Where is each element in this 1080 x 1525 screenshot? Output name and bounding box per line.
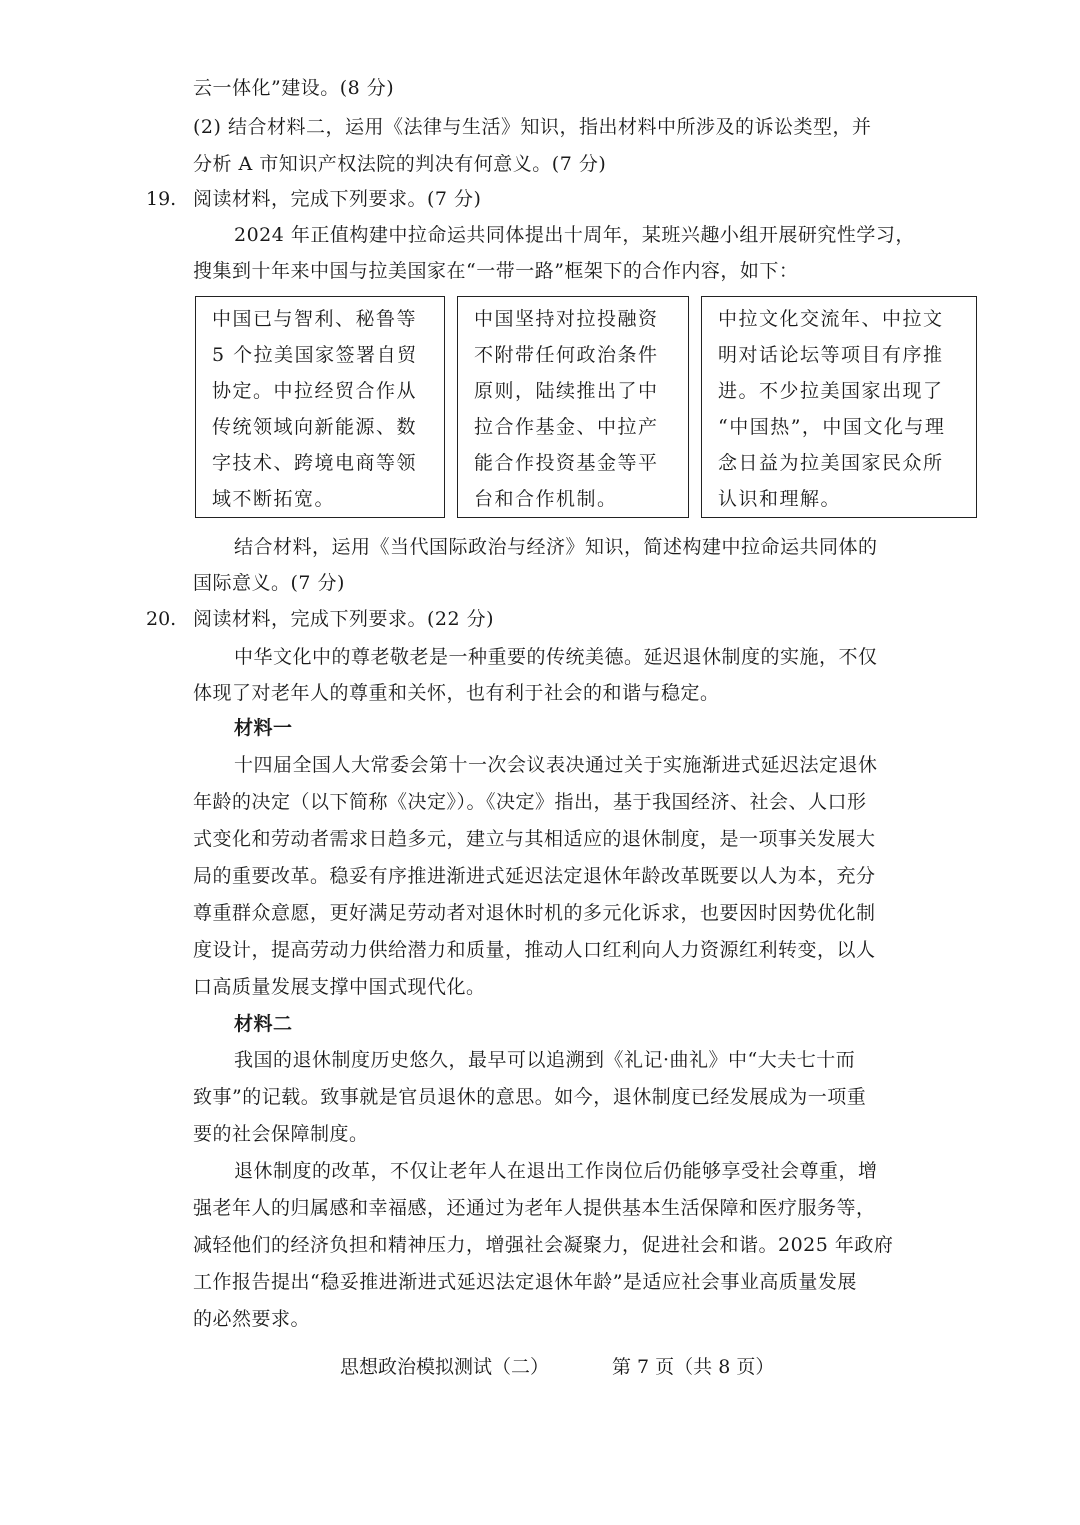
- prev-question-part2: (2) 结合材料二，运用《法律与生活》知识，指出材料中所涉及的诉讼类型，并: [193, 116, 872, 138]
- material-1-line: 十四届全国人大常委会第十一次会议表决通过关于实施渐进式延迟法定退休: [234, 754, 878, 776]
- box-line: 进。不少拉美国家出现了: [718, 380, 944, 402]
- question-19-requirement: 结合材料，运用《当代国际政治与经济》知识，简述构建中拉命运共同体的: [234, 536, 878, 558]
- box-line: 5 个拉美国家签署自贸: [212, 344, 418, 366]
- question-20-intro-line2: 体现了对老年人的尊重和关怀，也有利于社会的和谐与稳定。: [193, 682, 720, 704]
- box-line: 字技术、跨境电商等领: [212, 452, 418, 474]
- material-1-line: 局的重要改革。稳妥有序推进渐进式延迟法定退休年龄改革既要以人为本，充分: [193, 865, 876, 887]
- box-line: 中国坚持对拉投融资: [474, 308, 659, 330]
- question-19-requirement-cont: 国际意义。(7 分): [193, 572, 345, 594]
- material-2-line: 减轻他们的经济负担和精神压力，增强社会凝聚力，促进社会和谐。2025 年政府: [193, 1234, 894, 1256]
- question-19-title: 阅读材料，完成下列要求。(7 分): [193, 188, 482, 210]
- box-line: 原则，陆续推出了中: [474, 380, 659, 402]
- question-19-intro-line1: 2024 年正值构建中拉命运共同体提出十周年，某班兴趣小组开展研究性学习，: [234, 224, 915, 246]
- box-line: 念日益为拉美国家民众所: [718, 452, 944, 474]
- box-line: 传统领域向新能源、数: [212, 416, 418, 438]
- material-1-heading: 材料一: [234, 717, 293, 739]
- question-19-intro-line2: 搜集到十年来中国与拉美国家在“一带一路”框架下的合作内容，如下：: [193, 260, 799, 282]
- material-2-line: 我国的退休制度历史悠久，最早可以追溯到《礼记·曲礼》中“大夫七十而: [234, 1049, 856, 1071]
- box-line: 中拉文化交流年、中拉文: [718, 308, 944, 330]
- question-20-intro-line1: 中华文化中的尊老敬老是一种重要的传统美德。延迟退休制度的实施，不仅: [234, 646, 878, 668]
- material-box-finance: [457, 296, 689, 518]
- material-2-line: 工作报告提出“稳妥推进渐进式延迟法定退休年龄”是适应社会事业高质量发展: [193, 1271, 857, 1293]
- material-2-line: 要的社会保障制度。: [193, 1123, 369, 1145]
- box-line: 拉合作基金、中拉产: [474, 416, 659, 438]
- box-line: 中国已与智利、秘鲁等: [212, 308, 418, 330]
- material-box-culture: [701, 296, 977, 518]
- box-line: 域不断拓宽。: [212, 488, 336, 510]
- material-2-heading: 材料二: [234, 1013, 293, 1035]
- prev-question-tail: 云一体化”建设。(8 分): [193, 77, 395, 99]
- question-19-number: 19.: [146, 188, 177, 210]
- material-1-line: 度设计，提高劳动力供给潜力和质量，推动人口红利向人力资源红利转变，以人: [193, 939, 876, 961]
- box-line: 能合作投资基金等平: [474, 452, 659, 474]
- material-1-line: 尊重群众意愿，更好满足劳动者对退休时机的多元化诉求，也要因时因势优化制: [193, 902, 876, 924]
- box-line: 协定。中拉经贸合作从: [212, 380, 418, 402]
- box-line: 台和合作机制。: [474, 488, 618, 510]
- material-2-line: 的必然要求。: [193, 1308, 311, 1330]
- footer-page-number: 第 7 页（共 8 页）: [612, 1356, 775, 1378]
- box-line: 明对话论坛等项目有序推: [718, 344, 944, 366]
- box-line: 不附带任何政治条件: [474, 344, 659, 366]
- box-line: “中国热”，中国文化与理: [718, 416, 946, 438]
- material-1-line: 口高质量发展支撑中国式现代化。: [193, 976, 486, 998]
- box-line: 认识和理解。: [718, 488, 842, 510]
- material-1-line: 式变化和劳动者需求日趋多元，建立与其相适应的退休制度，是一项事关发展大: [193, 828, 876, 850]
- material-2-line: 致事”的记载。致事就是官员退休的意思。如今，退休制度已经发展成为一项重: [193, 1086, 867, 1108]
- material-2-line: 退休制度的改革，不仅让老年人在退出工作岗位后仍能够享受社会尊重，增: [234, 1160, 878, 1182]
- prev-question-part2-cont: 分析 A 市知识产权法院的判决有何意义。(7 分): [193, 153, 607, 175]
- material-2-line: 强老年人的归属感和幸福感，还通过为老年人提供基本生活保障和医疗服务等，: [193, 1197, 876, 1219]
- material-1-line: 年龄的决定（以下简称《决定》）。《决定》指出，基于我国经济、社会、人口形: [193, 791, 867, 813]
- footer-exam-name: 思想政治模拟测试（二）: [340, 1356, 550, 1378]
- material-box-trade: [195, 296, 445, 518]
- question-20-title: 阅读材料，完成下列要求。(22 分): [193, 608, 495, 630]
- question-20-number: 20.: [146, 608, 177, 630]
